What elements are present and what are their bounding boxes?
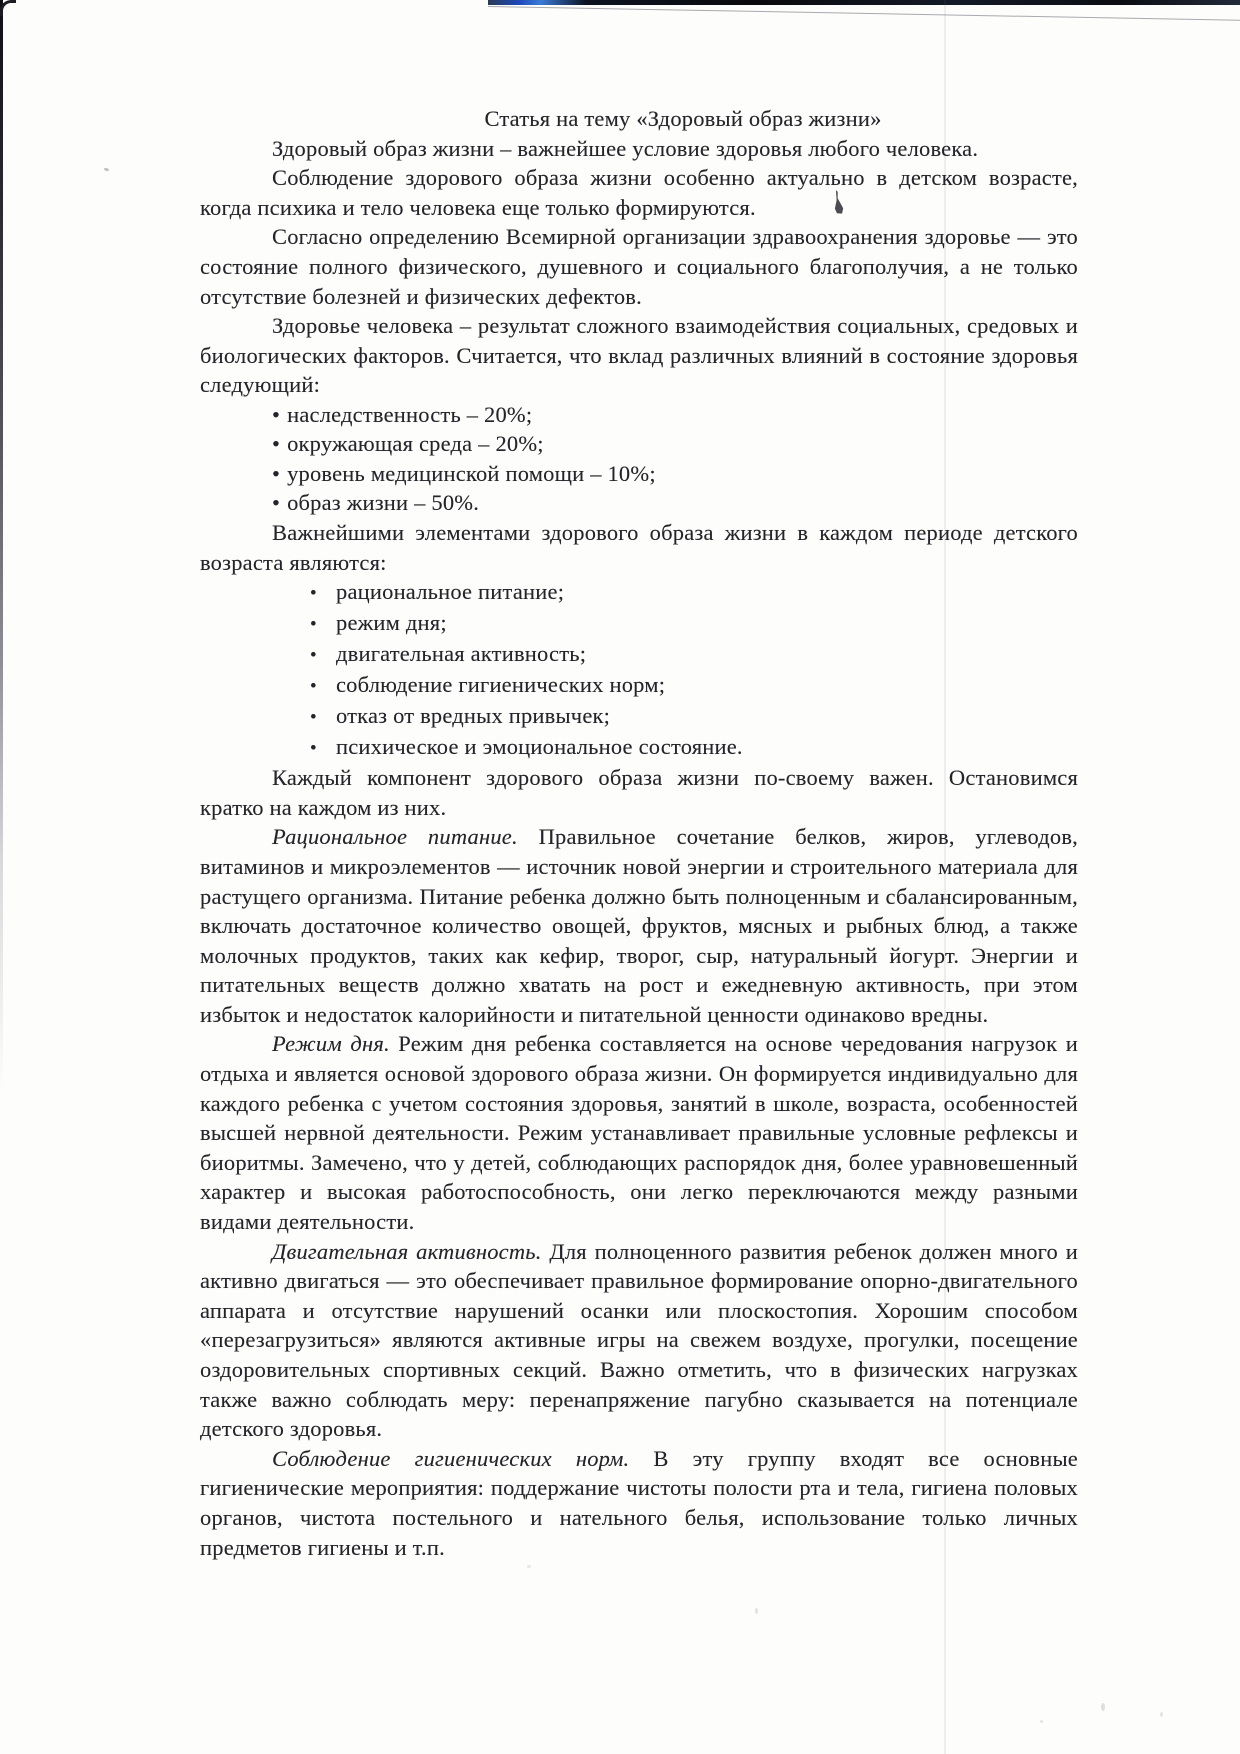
- scan-noise-speck: [1040, 1720, 1043, 1723]
- bullet-icon: •: [310, 614, 317, 636]
- scan-noise-speck: [1160, 1712, 1163, 1717]
- scan-artifact-top-line: [488, 6, 1240, 21]
- section-rational-nutrition: [200, 822, 1078, 1029]
- intro-paragraph-2: Соблюдение здорового образа жизни особенно актуально в детском возрасте, когда психика и тело человека еще только формируются.: [200, 165, 1078, 220]
- health-impact-list: [200, 400, 1078, 518]
- scan-noise-speck: [1101, 1703, 1105, 1711]
- scan-noise-speck: [104, 167, 110, 172]
- scan-artifact-corner: [0, 0, 16, 16]
- section-text-physical-activity: Для полноценного развития ребенок должен много и активно двигаться — это обеспечивает правильное формирование опорно-двигательного аппарата и отсутствие нарушений осанки или плоскостопия. Хорошим способом «перезагрузиться» являются активные игры на свежем воздухе, прогулки, посещение оздоровительных спортивных секций. Важно отметить, что в физических нагрузках также важно соблюдать меру: перенапряжение пагубно сказывается на потенциале детского здоровья.: [200, 1238, 1078, 1442]
- section-text-daily-regimen: Режим дня ребенка составляется на основе чередования нагрузок и отдыха и является основой здорового образа жизни. Он формируется индивидуально для каждого ребенка с учетом состояния здоровья, занятий в школе, возраста, особенностей высшей нервной деятельности. Режим устанавливает правильные условные рефлексы и биоритмы. Замечено, что у детей, соблюдающих распорядок дня, более уравновешенный характер и высокая работоспособность, они легко переключаются между разными видами деятельности.: [200, 1031, 1078, 1235]
- bullet-icon: •: [272, 460, 281, 486]
- impact-list-item: [200, 400, 1078, 430]
- scan-artifact-left-edge: [0, 0, 3, 1150]
- elements-list-item-text: рациональное питание;: [336, 579, 565, 605]
- elements-list-item: [200, 608, 1078, 639]
- elements-list-item: [200, 701, 1078, 732]
- bullet-icon: •: [310, 707, 317, 729]
- impact-list-item: [200, 488, 1078, 518]
- bullet-icon: •: [272, 490, 281, 516]
- elements-list-item: [200, 639, 1078, 670]
- elements-list-item-text: соблюдение гигиенических норм;: [336, 672, 666, 698]
- elements-list-item-text: отказ от вредных привычек;: [336, 703, 611, 729]
- intro-paragraph-1: Здоровый образ жизни – важнейшее условие здоровья любого человека.: [272, 135, 979, 161]
- section-physical-activity: [200, 1237, 1078, 1444]
- article-title: Статья на тему «Здоровый образ жизни»: [484, 106, 882, 131]
- section-lead-hygiene-norms: Соблюдение гигиенических норм.: [272, 1445, 630, 1471]
- section-hygiene-norms: [200, 1444, 1078, 1562]
- bullet-icon: •: [310, 676, 317, 698]
- section-lead-rational-nutrition: Рациональное питание.: [272, 824, 518, 850]
- section-daily-regimen: [200, 1029, 1078, 1236]
- section-lead-daily-regimen: Режим дня.: [272, 1031, 390, 1057]
- bullet-icon: •: [272, 401, 281, 427]
- intro-paragraph-3: Согласно определению Всемирной организации здравоохранения здоровье — это состояние полного физического, душевного и социального благополучия, а не только отсутствие болезней и физических дефектов.: [200, 224, 1078, 309]
- elements-list-item: [200, 732, 1078, 763]
- bullet-icon: •: [310, 645, 317, 667]
- impact-list-item-text: окружающая среда – 20%;: [287, 431, 544, 457]
- components-summary-paragraph: Каждый компонент здорового образа жизни по-своему важен. Остановимся кратко на каждом из них.: [200, 765, 1078, 820]
- elements-list-item-text: психическое и эмоциональное состояние.: [336, 734, 743, 760]
- impact-list-item-text: образ жизни – 50%.: [287, 490, 480, 516]
- section-text-hygiene-norms: В эту группу входят все основные гигиенические мероприятия: поддержание чистоты полости рта и тела, гигиена половых органов, чистота постельного и нательного белья, использование только личных предметов гигиены и т.п.: [200, 1445, 1078, 1560]
- impact-list-item: [200, 429, 1078, 459]
- impact-list-item-text: уровень медицинской помощи – 10%;: [287, 460, 656, 486]
- bullet-icon: •: [310, 738, 317, 760]
- lifestyle-elements-list: [200, 577, 1078, 763]
- elements-list-item: [200, 577, 1078, 608]
- section-text-rational-nutrition: Правильное сочетание белков, жиров, углеводов, витаминов и микроэлементов — источник новой энергии и строительного материала для растущего организма. Питание ребенка должно быть полноценным и сбалансированным, включать достаточное количество овощей, фруктов, мясных и рыбных блюд, а также молочных продуктов, таких как кефир, творог, сыр, натуральный йогурт. Энергии и питательных веществ должно хватать на рост и ежедневную активность, при этом избыток и недостаток калорийности и питательной ценности одинаково вредны.: [200, 824, 1078, 1027]
- bullet-icon: •: [310, 583, 317, 605]
- elements-list-item: [200, 670, 1078, 701]
- scan-noise-speck: [755, 1608, 758, 1614]
- impact-list-item: [200, 459, 1078, 489]
- article-body: [200, 104, 1078, 1562]
- elements-list-item-text: режим дня;: [336, 610, 447, 636]
- elements-intro-paragraph: Важнейшими элементами здорового образа жизни в каждом периоде детского возраста являются:: [200, 519, 1078, 575]
- section-lead-physical-activity: Двигательная активность.: [272, 1238, 542, 1264]
- bullet-icon: •: [272, 431, 281, 457]
- scan-noise-speck: [527, 1565, 531, 1568]
- impact-list-item-text: наследственность – 20%;: [287, 401, 533, 427]
- intro-paragraph-4: Здоровье человека – результат сложного взаимодействия социальных, средовых и биологических факторов. Считается, что вклад различных влияний в состояние здоровья следующий:: [200, 313, 1078, 398]
- scan-artifact-top-band: [488, 0, 1240, 5]
- elements-list-item-text: двигательная активность;: [336, 641, 587, 667]
